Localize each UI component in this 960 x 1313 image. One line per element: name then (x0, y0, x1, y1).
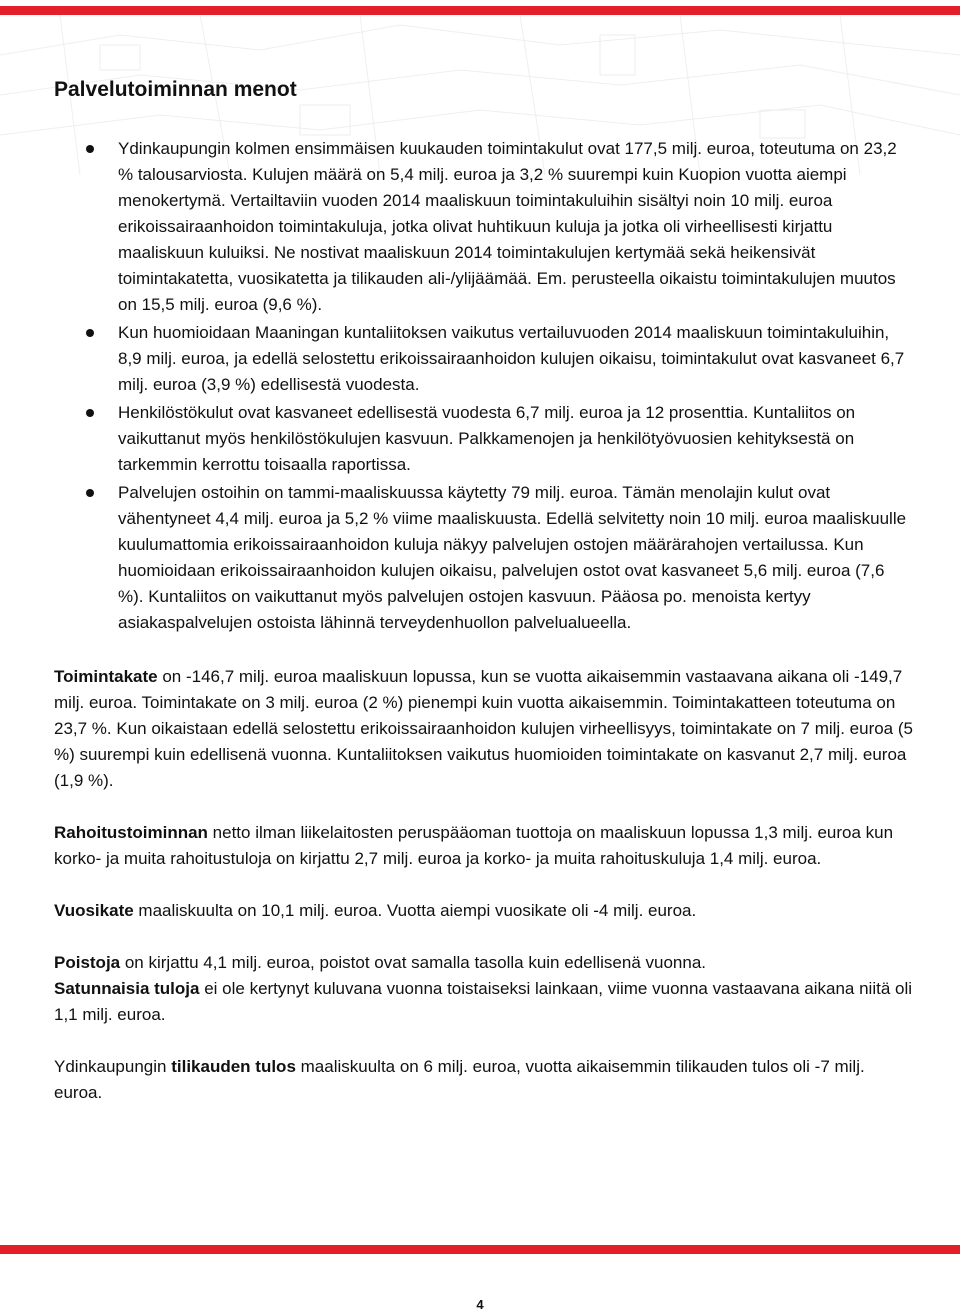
bullet-text: Palvelujen ostoihin on tammi-maaliskuussa käytetty 79 milj. euroa. Tämän menolajin kulut ovat vähentyneet 4,4 milj. euroa ja 5,2 % viime maaliskuusta. Edellä selvitetty noin 10 milj. euroa maaliskuulle kuulumattomia erikoissairaanhoidon kuluja näkyy palvelujen ostojen määrärahojen vertailussa. Kun huomioidaan erikoissairaanhoidon kulujen oikaisu, palvelujen ostot ovat kasvaneet 5,6 milj. euroa (7,6 %). Kuntaliitos on vaikuttanut myös palvelujen ostojen kasvuun. Pääosa po. menoista kertyy asiakaspalvelujen ostoista lähinnä terveydenhuollon palvelualueella. (118, 483, 907, 632)
text-rahoitustoiminta: netto ilman liikelaitosten peruspääoman tuottoja on maaliskuun lopussa 1,3 milj. euroa kun korko- ja muita rahoitustuloja on kirjattu 2,7 milj. euroa ja korko- ja muita rahoituskuluja 1,4 milj. euroa. (54, 823, 894, 868)
bullet-text: Kun huomioidaan Maaningan kuntaliitoksen vaikutus vertailuvuoden 2014 maaliskuun toimintakuluihin, 8,9 milj. euroa, ja edellä selostettu erikoissairaanhoidon kulujen oikaisu, toimintakulut ovat kasvaneet 6,7 milj. euroa (3,9 %) edellisestä vuodesta. (118, 323, 905, 394)
bullet-icon (86, 489, 94, 497)
term-poistot: Poistoja (54, 953, 121, 972)
term-tulos: tilikauden tulos (171, 1057, 296, 1076)
prefix-tulos: Ydinkaupungin (54, 1057, 172, 1076)
bullet-text: Henkilöstökulut ovat kasvaneet edellisestä vuodesta 6,7 milj. euroa ja 12 prosenttia. Kuntaliitos on vaikuttanut myös henkilöstökulujen kasvuun. Palkkamenojen ja henkilötyövuosien kehityksestä on tarkemmin kerrottu toisaalla raportissa. (118, 403, 856, 474)
bullet-list (54, 136, 914, 636)
bullet-icon (86, 329, 94, 337)
paragraph-vuosikate (54, 898, 914, 924)
term-satunnaiset: Satunnaisia tuloja (54, 979, 200, 998)
text-tulos: maaliskuulta on 6 milj. euroa, vuotta aikaisemmin tilikauden tulos oli -7 milj. euroa. (54, 1057, 865, 1102)
term-toimintakate: Toimintakate (54, 667, 158, 686)
text-satunnaiset: ei ole kertynyt kuluvana vuonna toistaiseksi lainkaan, viime vuonna vastaavana aikana niitä oli 1,1 milj. euroa. (54, 979, 913, 1024)
list-item (54, 136, 914, 318)
paragraph-rahoitustoiminta (54, 820, 914, 872)
document-body (54, 74, 914, 1132)
section-heading: Palvelutoiminnan menot (54, 78, 297, 101)
list-item (54, 400, 914, 478)
paragraph-poistot (54, 950, 914, 976)
top-accent-bar (0, 6, 960, 15)
text-poistot: on kirjattu 4,1 milj. euroa, poistot ovat samalla tasolla kuin edellisenä vuonna. (120, 953, 707, 972)
paragraph-toimintakate (54, 664, 914, 794)
page-number: 4 (476, 1297, 484, 1312)
paragraph-tulos (54, 1054, 914, 1106)
text-toimintakate: on -146,7 milj. euroa maaliskuun lopussa, kun se vuotta aikaisemmin vastaavana aikana oli -149,7 milj. euroa. Toimintakate on 3 milj. euroa (2 %) pienempi kuin vuotta aikaisemmin. Toimintakatteen toteutuma on 23,7 %. Kun oikaistaan edellä selostettu erikoissairaanhoidon kulujen virheellisyys, toimintakate on 7 milj. euroa (5 %) suurempi kuin edellisenä vuonna. Kuntaliitoksen vaikutus huomioiden toimintakate on kasvanut 2,7 milj. euroa (1,9 %). (54, 667, 913, 790)
bottom-accent-bar (0, 1245, 960, 1254)
term-vuosikate: Vuosikate (54, 901, 134, 920)
text-vuosikate: maaliskuulta on 10,1 milj. euroa. Vuotta aiempi vuosikate oli -4 milj. euroa. (133, 901, 697, 920)
bullet-text: Ydinkaupungin kolmen ensimmäisen kuukauden toimintakulut ovat 177,5 milj. euroa, toteutuma on 23,2 % talousarviosta. Kulujen määrä on 5,4 milj. euroa ja 3,2 % suurempi kuin Kuopion vuotta aiempi menokertymä. Vertailtaviin vuoden 2014 maaliskuun toimintakuluihin sisältyi noin 10 milj. euroa erikoissairaanhoidon toimintakuluja, jotka olivat huhtikuun kuluja ja jotka oli virheellisesti kirjattu maaliskuun kuluiksi. Ne nostivat maaliskuun 2014 toimintakulujen kertymää sekä heikensivät toimintakatetta, vuosikatetta ja tilikauden ali-/ylijäämää. Em. perusteella oikaistu toimintakulujen muutos on 15,5 milj. euroa (9,6 %). (118, 139, 897, 314)
term-rahoitustoiminta: Rahoitustoiminnan (54, 823, 208, 842)
paragraph-satunnaiset (54, 976, 914, 1028)
bullet-icon (86, 145, 94, 153)
list-item (54, 320, 914, 398)
bullet-icon (86, 409, 94, 417)
list-item (54, 480, 914, 636)
